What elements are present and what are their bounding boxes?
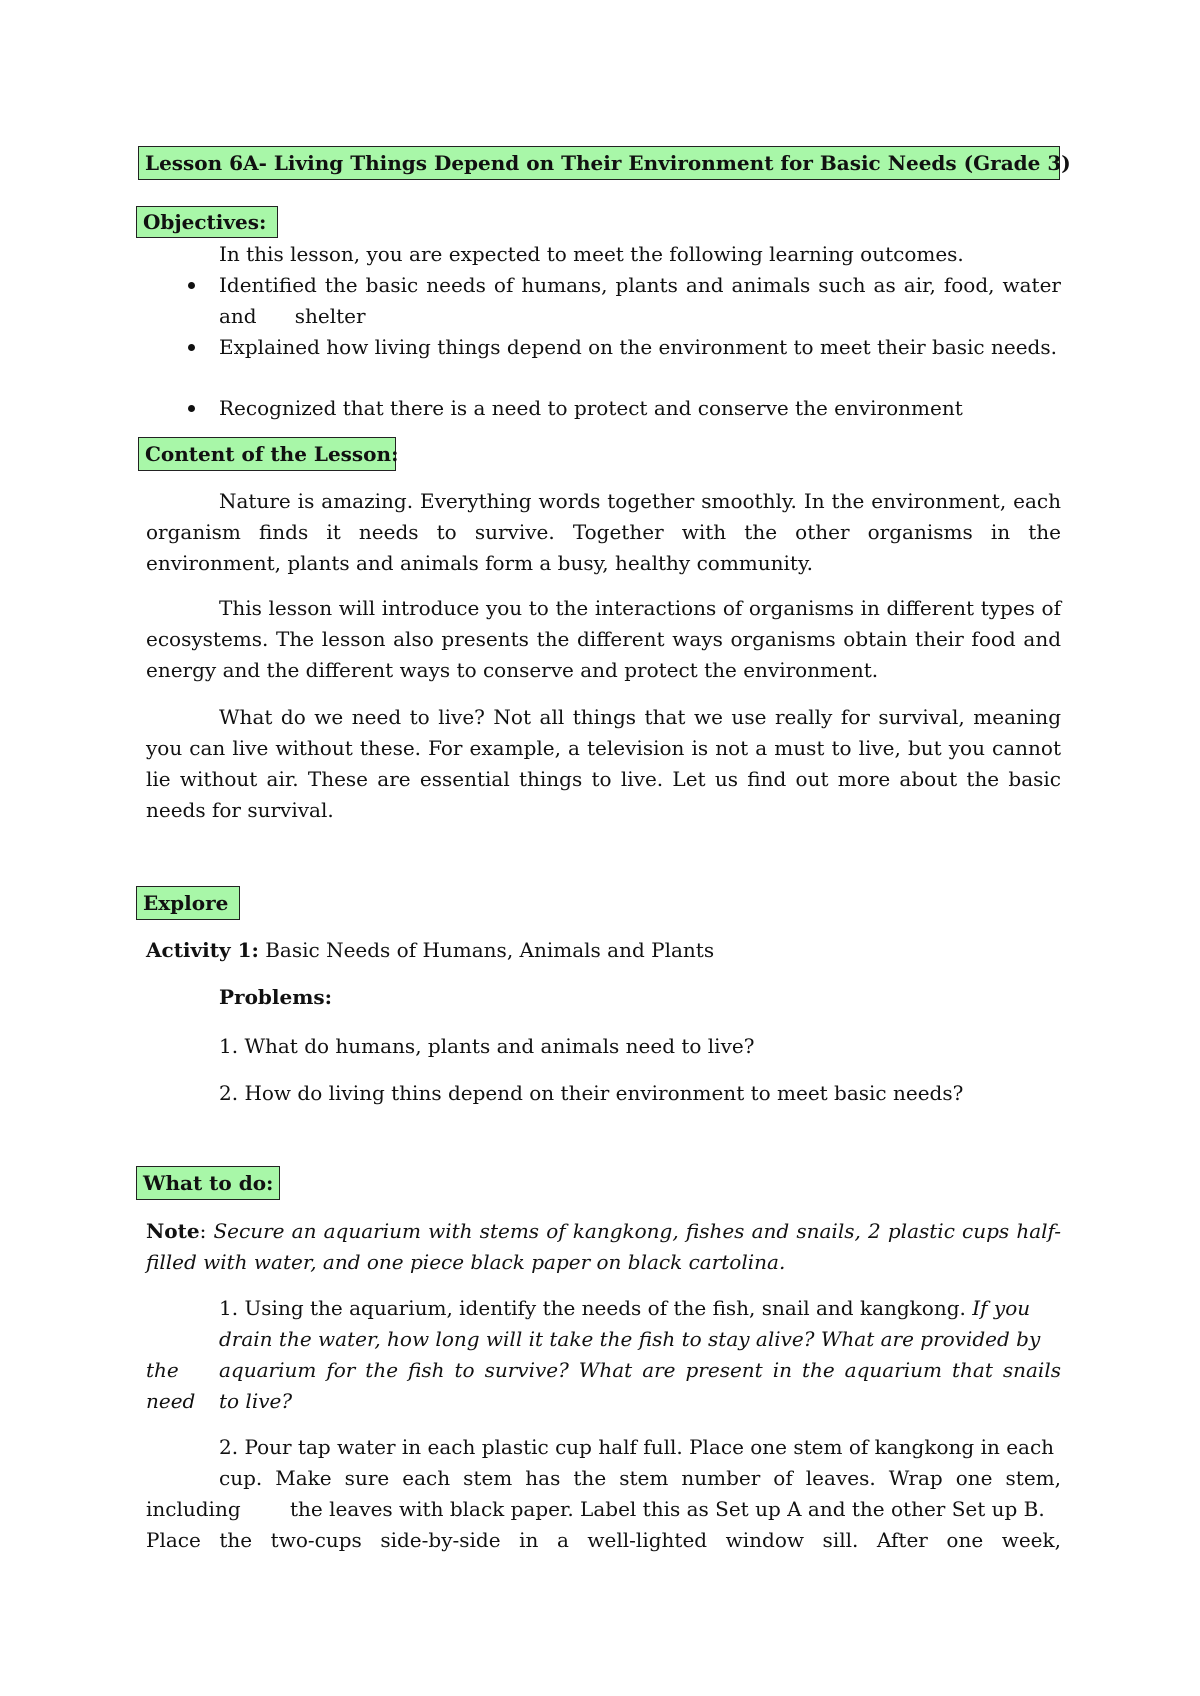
content-heading: Content of the Lesson: xyxy=(138,437,396,471)
content-paragraph: This lesson will introduce you to the interactions of organisms in different types of ecosystems. The lesson also presents the different ways organisms obtain their food and energy and the different ways to conserve and protect the environment. xyxy=(146,596,1061,682)
objectives-intro: In this lesson, you are expected to meet the following learning outcomes. xyxy=(219,242,964,266)
step2-margin-word: including xyxy=(146,1497,241,1521)
step1-text: 1. Using the aquarium, identify the needs of the fish, snail and kangkong. xyxy=(219,1296,973,1320)
objective-item: Identified the basic needs of humans, plants and animals such as air, food, water and shelter xyxy=(219,273,1068,328)
bullet-icon xyxy=(188,282,195,289)
step2-line2: cup. Make sure each stem has the stem number of leaves. Wrap one stem, xyxy=(219,1466,1061,1490)
step1-line2: drain the water, how long will it take the fish to stay alive? What are provided by xyxy=(219,1327,1041,1351)
step1-line1 xyxy=(219,1293,1061,1324)
activity-title: Basic Needs of Humans, Animals and Plants xyxy=(258,938,715,962)
content-paragraph: What do we need to live? Not all things that we use really for survival, meaning you can live without these. For example, a television is not a must to live, but you cannot lie without air. These are essential things to live. Let us find out more about the basic needs for survival. xyxy=(146,705,1061,822)
bullet-icon xyxy=(188,405,195,412)
note-label: Note xyxy=(146,1219,200,1243)
step1-margin-word: the xyxy=(146,1358,179,1382)
problem-item: 2. How do living thins depend on their environment to meet basic needs? xyxy=(219,1081,964,1105)
step2-line1: 2. Pour tap water in each plastic cup half full. Place one stem of kangkong in each xyxy=(219,1435,1055,1459)
note-text: Secure an aquarium with stems of kangkong, fishes and snails, 2 plastic cups half-filled with water, and one piece black paper on black cartolina. xyxy=(146,1219,1061,1274)
objectives-heading: Objectives: xyxy=(136,206,278,238)
step1-line4: to live? xyxy=(219,1389,293,1413)
step1-line3: aquarium for the fish to survive? What are present in the aquarium that snails xyxy=(219,1358,1061,1382)
explore-heading: Explore xyxy=(136,886,240,920)
problem-item: 1. What do humans, plants and animals need to live? xyxy=(219,1034,755,1058)
step1-margin-word: need xyxy=(146,1389,196,1413)
step2-line4: Place the two-cups side-by-side in a well-lighted window sill. After one week, xyxy=(146,1528,1061,1552)
content-paragraph: Nature is amazing. Everything words together smoothly. In the environment, each organism finds it needs to survive. Together with the other organisms in the environment, plants and animals form a busy, healthy community. xyxy=(146,489,1061,575)
bullet-icon xyxy=(188,344,195,351)
lesson-title: Lesson 6A- Living Things Depend on Their Environment for Basic Needs (Grade 3) xyxy=(138,146,1060,180)
problems-label: Problems: xyxy=(219,985,333,1009)
what-to-do-heading: What to do: xyxy=(136,1166,280,1200)
activity-line xyxy=(146,935,1046,966)
note-colon: : xyxy=(199,1219,214,1243)
objective-item: Recognized that there is a need to protect and conserve the environment xyxy=(219,396,963,420)
step1-question: If you xyxy=(972,1296,1031,1320)
note-paragraph xyxy=(146,1216,1061,1278)
objective-item: Explained how living things depend on the environment to meet their basic needs. xyxy=(219,335,1057,359)
step2-line3: the leaves with black paper. Label this as Set up A and the other Set up B. xyxy=(290,1497,1045,1521)
activity-label: Activity 1: xyxy=(146,938,259,962)
